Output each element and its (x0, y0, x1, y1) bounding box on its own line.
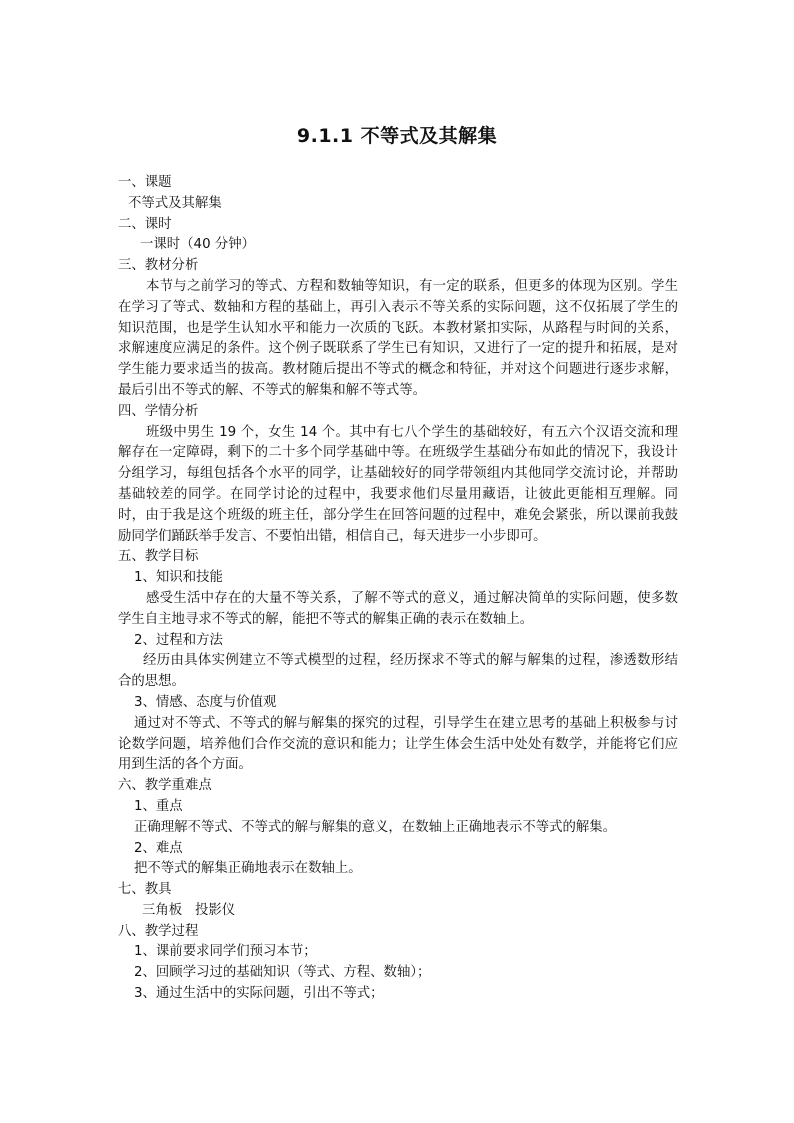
section-body-duration: 一课时（40 分钟） (140, 237, 256, 253)
process-item-2: 2、回顾学习过的基础知识（等式、方程、数轴）； (134, 965, 431, 981)
subsection-body-key-point: 正确理解不等式、不等式的解与解集的意义，在数轴上正确地表示不等式的解集。 (134, 819, 617, 835)
section-heading-duration: 二、课时 (118, 216, 172, 232)
subsection-body-knowledge-skills: 感受生活中存在的大量不等关系，了解不等式的意义，通过解决简单的实际问题，使多数学生自主地寻求不等式的解，能把不等式的解集正确的表示在数轴上。 (118, 590, 678, 627)
section-body-student-analysis: 班级中男生 19 个，女生 14 个。其中有七八个学生的基础较好，有五六个汉语交流和理解存在一定障碍，剩下的二十多个同学基础中等。在班级学生基础分布如此的情况下，我设计分组学习，每组包括各个水平的同学，让基础较好的同学带领组内其他同学交流讨论，并帮助基础较差的同学。在同学讨论的过程中，我要求他们尽量用藏语，让彼此更能相互理解。同时，由于我是这个班级的班主任，部分学生在回答问题的过程中，难免会紧张，所以课前我鼓励同学们踊跃举手发言、不要怕出错，相信自己，每天进步一小步即可。 (118, 424, 678, 544)
subsection-body-difficult-point: 把不等式的解集正确地表示在数轴上。 (134, 861, 362, 877)
section-heading-topic: 一、课题 (118, 175, 172, 190)
section-body-teaching-aids: 三角板 投影仪 (142, 902, 236, 918)
section-body-material-analysis: 本节与之前学习的等式、方程和数轴等知识，有一定的联系，但更多的体现为区别。学生在学习了等式、数轴和方程的基础上，再引入表示不等关系的实际问题，这不仅拓展了学生的知识范围，也是学生认知水平和能力一次质的飞跃。本教材紧扣实际，从路程与时间的关系，求解速度应满足的条件。这个例子既联系了学生已有知识，又进行了一定的提升和拓展，是对学生能力要求适当的拔高。教材随后提出不等式的概念和特征，并对这个问题进行逐步求解，最后引出不等式的解、不等式的解集和解不等式等。 (118, 278, 678, 398)
subsection-key-point: 1、重点 (134, 798, 183, 814)
subsection-process-methods: 2、过程和方法 (134, 632, 223, 648)
subsection-body-process-methods: 经历由具体实例建立不等式模型的过程，经历探求不等式的解与解集的过程，渗透数形结合的思想。 (118, 653, 678, 690)
section-heading-teaching-process: 八、教学过程 (118, 923, 199, 939)
subsection-difficult-point: 2、难点 (134, 840, 183, 856)
section-heading-student-analysis: 四、学情分析 (118, 403, 199, 419)
subsection-body-emotion-values: 通过对不等式、不等式的解与解集的探究的过程，引导学生在建立思考的基础上积极参与讨论数学问题，培养他们合作交流的意识和能力；让学生体会生活中处处有数学，并能将它们应用到生活的各个方面。 (118, 715, 678, 773)
subsection-knowledge-skills: 1、知识和技能 (134, 570, 223, 586)
section-heading-key-points: 六、教学重难点 (118, 778, 212, 794)
section-heading-objectives: 五、教学目标 (118, 549, 199, 565)
section-heading-teaching-aids: 七、教具 (118, 882, 172, 898)
process-item-1: 1、课前要求同学们预习本节； (134, 944, 317, 960)
document-body (118, 173, 678, 1005)
document-title: 9.1.1 不等式及其解集 (296, 125, 498, 147)
process-item-3: 3、通过生活中的实际问题，引出不等式； (134, 986, 384, 1002)
section-heading-material-analysis: 三、教材分析 (118, 258, 199, 274)
section-body-topic: 不等式及其解集 (128, 195, 222, 211)
subsection-emotion-values: 3、情感、态度与价值观 (134, 694, 277, 710)
